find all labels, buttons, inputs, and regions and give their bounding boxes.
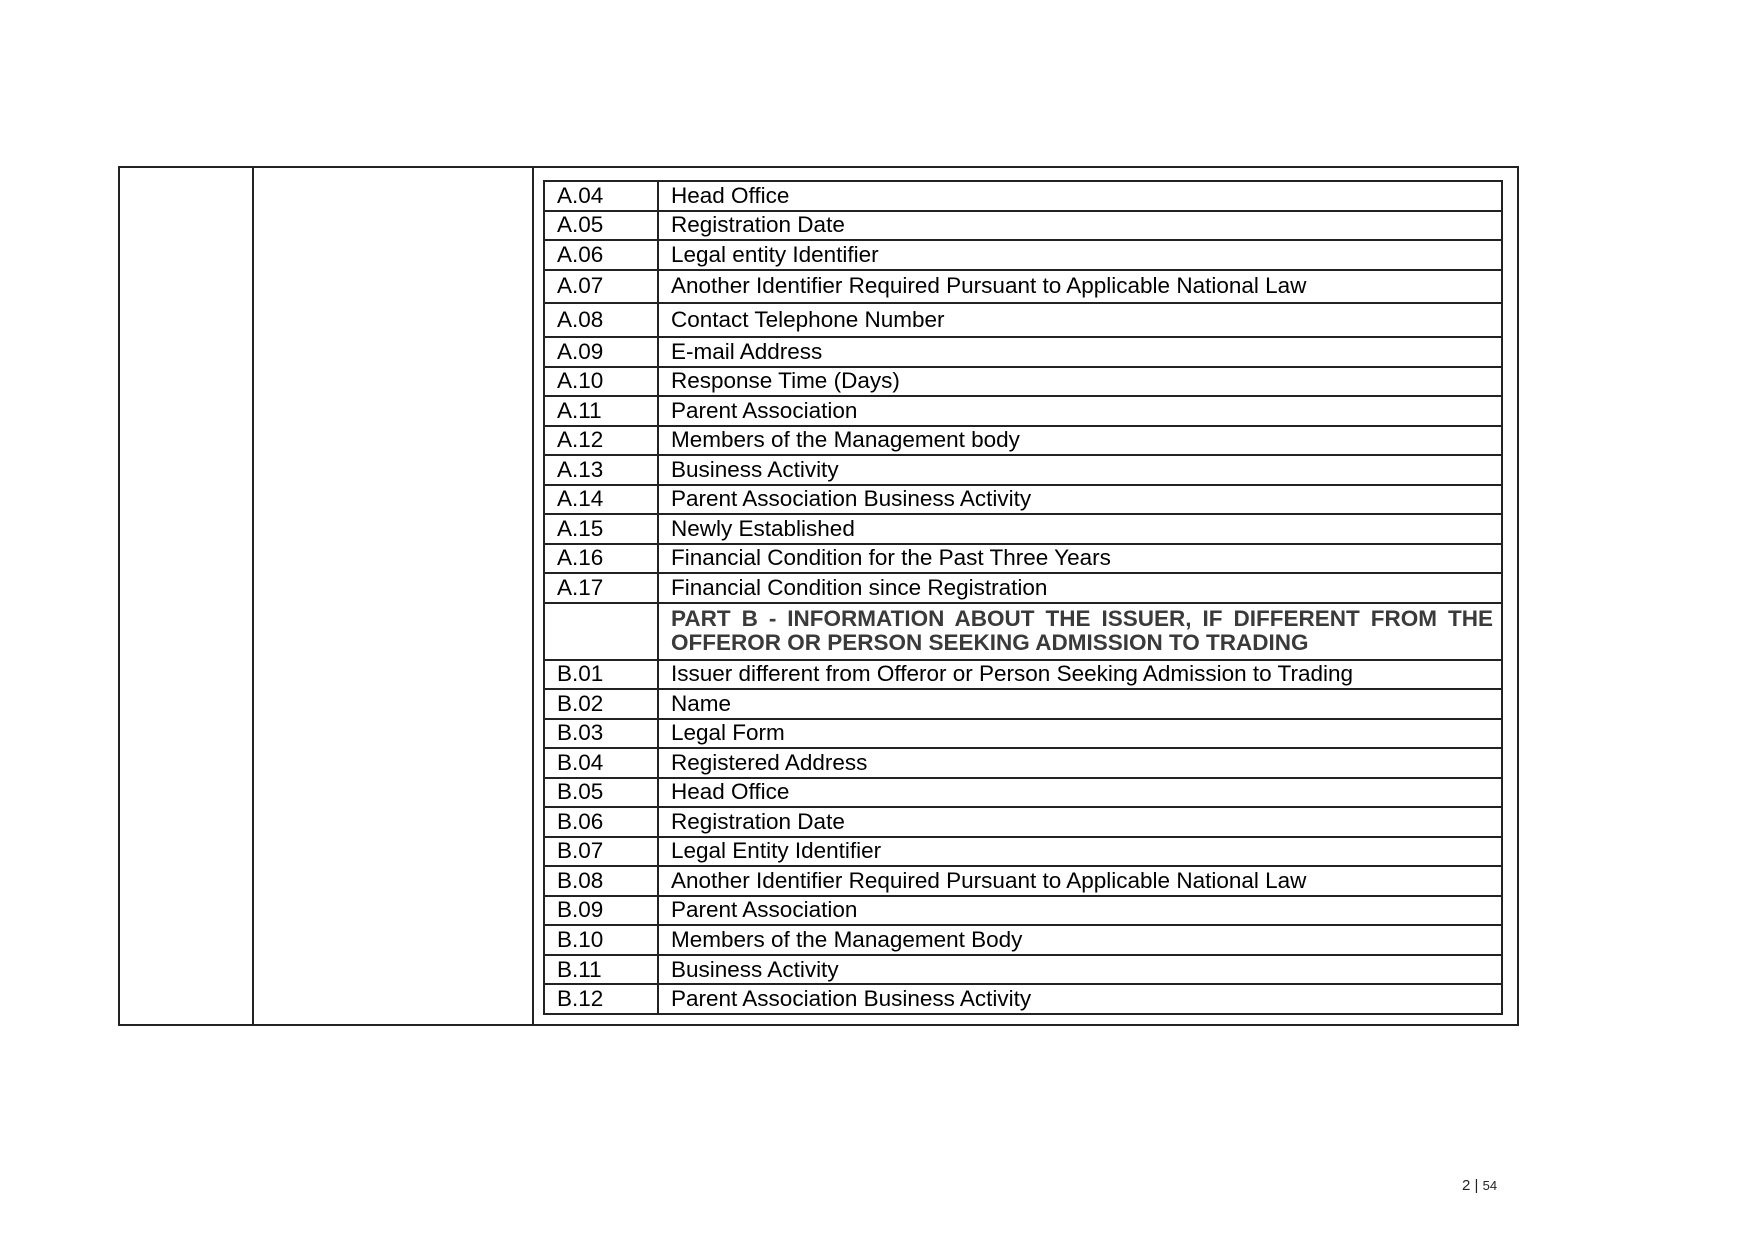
- field-label: E-mail Address: [658, 337, 1502, 367]
- table-row: [544, 211, 1502, 241]
- table-row: [544, 748, 1502, 778]
- table-row: [544, 303, 1502, 337]
- field-label: Contact Telephone Number: [658, 303, 1502, 337]
- table-row: [544, 660, 1502, 690]
- field-label: Financial Condition for the Past Three Years: [658, 544, 1502, 574]
- table-row: [544, 485, 1502, 515]
- field-code: B.03: [544, 719, 658, 749]
- field-label: Parent Association Business Activity: [658, 984, 1502, 1014]
- table-row: [544, 573, 1502, 603]
- table-row: [544, 337, 1502, 367]
- field-label: Another Identifier Required Pursuant to Applicable National Law: [658, 866, 1502, 896]
- field-label: Financial Condition since Registration: [658, 573, 1502, 603]
- table-row: [544, 396, 1502, 426]
- field-code: A.14: [544, 485, 658, 515]
- table-row: [544, 270, 1502, 304]
- field-code: A.15: [544, 514, 658, 544]
- field-label: Head Office: [658, 778, 1502, 808]
- field-code: A.04: [544, 181, 658, 211]
- field-label: Business Activity: [658, 955, 1502, 985]
- page-separator: |: [1474, 1177, 1483, 1194]
- field-label: Legal Form: [658, 719, 1502, 749]
- table-row: [544, 240, 1502, 270]
- table-row: [544, 426, 1502, 456]
- field-code: B.12: [544, 984, 658, 1014]
- field-code: B.08: [544, 866, 658, 896]
- field-label: Registration Date: [658, 807, 1502, 837]
- field-list-body: [544, 181, 1502, 1014]
- field-label: Parent Association: [658, 396, 1502, 426]
- field-label: Name: [658, 689, 1502, 719]
- field-code: A.17: [544, 573, 658, 603]
- field-label: Members of the Management Body: [658, 925, 1502, 955]
- field-code: B.05: [544, 778, 658, 808]
- table-row: [544, 455, 1502, 485]
- field-code: B.02: [544, 689, 658, 719]
- section-header-title: PART B - INFORMATION ABOUT THE ISSUER, IF DIFFERENT FROM THE OFFEROR OR PERSON SEEKING ADMISSION TO TRADING: [658, 603, 1502, 660]
- table-row: [544, 955, 1502, 985]
- page-number: [1462, 1177, 1497, 1194]
- field-code: A.08: [544, 303, 658, 337]
- field-code: A.05: [544, 211, 658, 241]
- field-code: A.07: [544, 270, 658, 304]
- table-row: [544, 689, 1502, 719]
- field-list-table: [543, 180, 1503, 1015]
- field-code: [544, 603, 658, 660]
- field-label: Legal entity Identifier: [658, 240, 1502, 270]
- field-code: A.10: [544, 367, 658, 397]
- table-row: [544, 807, 1502, 837]
- field-label: Parent Association: [658, 896, 1502, 926]
- field-label: Registered Address: [658, 748, 1502, 778]
- table-row: [544, 925, 1502, 955]
- field-label: Issuer different from Offeror or Person Seeking Admission to Trading: [658, 660, 1502, 690]
- table-row: [544, 778, 1502, 808]
- field-label: Another Identifier Required Pursuant to Applicable National Law: [658, 270, 1502, 304]
- field-label: Business Activity: [658, 455, 1502, 485]
- table-row: [544, 866, 1502, 896]
- table-row: [544, 837, 1502, 867]
- field-code: B.10: [544, 925, 658, 955]
- field-label: Members of the Management body: [658, 426, 1502, 456]
- field-code: B.01: [544, 660, 658, 690]
- page-total: 54: [1482, 1178, 1498, 1193]
- field-label: Response Time (Days): [658, 367, 1502, 397]
- table-row: [544, 719, 1502, 749]
- field-label: Registration Date: [658, 211, 1502, 241]
- field-code: B.09: [544, 896, 658, 926]
- table-row: [544, 544, 1502, 574]
- field-code: A.12: [544, 426, 658, 456]
- outer-column-divider-1: [252, 168, 254, 1024]
- field-code: A.11: [544, 396, 658, 426]
- field-code: B.07: [544, 837, 658, 867]
- field-code: B.04: [544, 748, 658, 778]
- outer-column-divider-2: [532, 168, 534, 1024]
- table-row: [544, 367, 1502, 397]
- field-label: Parent Association Business Activity: [658, 485, 1502, 515]
- field-label: Newly Established: [658, 514, 1502, 544]
- field-code: A.13: [544, 455, 658, 485]
- page-current: 2: [1462, 1177, 1471, 1194]
- field-code: A.09: [544, 337, 658, 367]
- table-row: [544, 514, 1502, 544]
- field-code: A.16: [544, 544, 658, 574]
- section-header-row: [544, 603, 1502, 660]
- table-row: [544, 181, 1502, 211]
- table-row: [544, 896, 1502, 926]
- field-label: Head Office: [658, 181, 1502, 211]
- field-label: Legal Entity Identifier: [658, 837, 1502, 867]
- field-code: B.11: [544, 955, 658, 985]
- field-code: B.06: [544, 807, 658, 837]
- field-code: A.06: [544, 240, 658, 270]
- table-row: [544, 984, 1502, 1014]
